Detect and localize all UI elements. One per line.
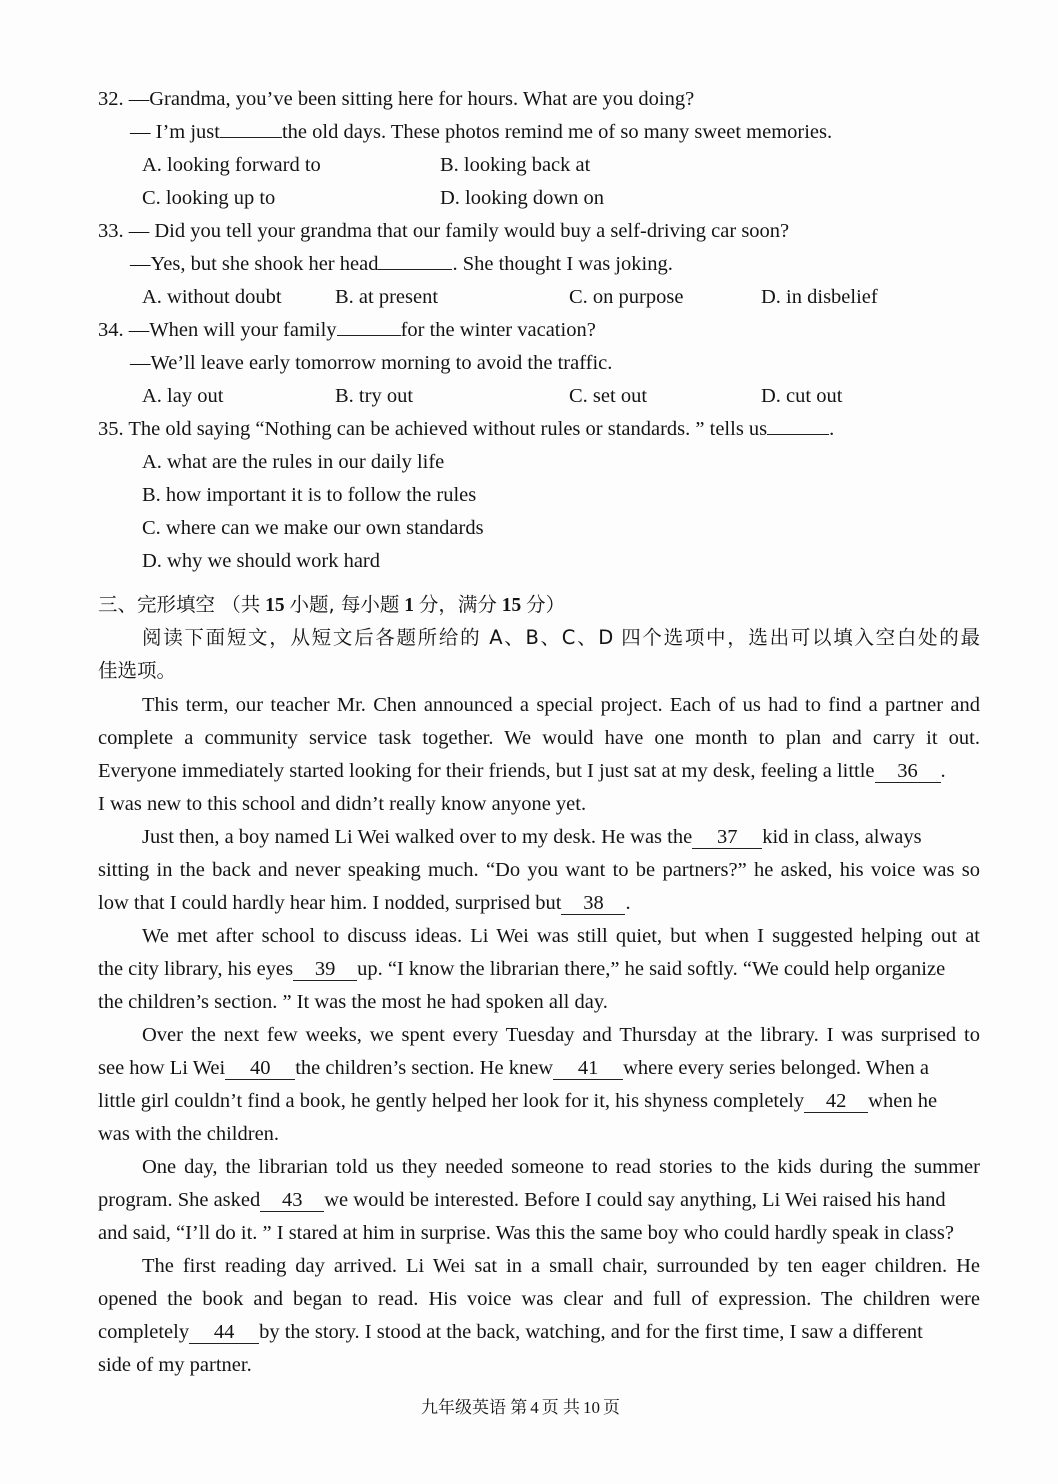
q32-reply — [130, 119, 832, 145]
p3-line3: the children’s section. ” It was the most he had spoken all day. — [98, 991, 608, 1013]
q34-reply: —We’ll leave early tomorrow morning to avoid the traffic. — [130, 352, 613, 374]
p5-line2-text-b: we would be interested. Before I could say anything, Li Wei raised his hand — [324, 1189, 946, 1211]
footer-page-prefix: 第 — [510, 1398, 528, 1418]
q35-number: 35. — [98, 418, 124, 440]
p2-line3-text: low that I could hardly hear him. I nodded, surprised but — [98, 892, 562, 914]
q34-option-c: C. set out — [569, 385, 648, 407]
q34-option-a: A. lay out — [142, 385, 224, 407]
q35-line1-end: . — [829, 418, 835, 440]
q33-line2a: —Yes, but she shook her head — [130, 253, 379, 275]
p4-line2-text-c: where every series belonged. When a — [623, 1057, 929, 1079]
q34-line1a: —When will your family — [128, 319, 337, 341]
blank-37: 37 — [692, 826, 762, 849]
blank-38: 38 — [561, 892, 625, 915]
p6-line2: opened the book and began to read. His voice was clear and full of expression. The children were — [98, 1288, 980, 1310]
section-heading-a: 三、完形填空 （共 — [98, 593, 261, 616]
blank-43: 43 — [260, 1189, 324, 1212]
footer-page-suffix: 页 — [541, 1398, 559, 1418]
page-footer — [421, 1397, 620, 1419]
q35-option-c: C. where can we make our own standards — [142, 517, 484, 539]
p2-line2: sitting in the back and never speaking much. “Do you want to be partners?” he asked, his voice was so — [98, 859, 980, 881]
p1-line3-end: . — [940, 760, 946, 782]
section-question-count: 15 — [265, 595, 285, 616]
q34-stem — [98, 317, 596, 343]
section-heading-d: 分） — [526, 593, 566, 616]
footer-total-pages: 10 — [583, 1398, 600, 1417]
q32-option-b: B. looking back at — [440, 154, 591, 176]
section-instruction-line1: 阅读下面短文，从短文后各题所给的 A、B、C、D 四个选项中，选出可以填入空白处的最 — [142, 626, 980, 649]
p6-line3-text-a: completely — [98, 1321, 190, 1343]
p5-line1: One day, the librarian told us they needed someone to read stories to the kids during the summer — [142, 1156, 980, 1178]
q33-blank — [378, 252, 452, 270]
q34-line1b: for the winter vacation? — [400, 319, 596, 341]
q35-stem — [98, 416, 834, 442]
p3-line2 — [98, 956, 945, 982]
q33-line1: — Did you tell your grandma that our family would buy a self-driving car soon? — [128, 220, 790, 242]
section-total-score: 15 — [501, 595, 522, 616]
p1-line3 — [98, 758, 946, 784]
p4-line4: was with the children. — [98, 1123, 280, 1145]
q32-line1: —Grandma, you’ve been sitting here for hours. What are you doing? — [128, 88, 695, 110]
q32-option-a: A. looking forward to — [142, 154, 321, 176]
p6-line3 — [98, 1319, 923, 1345]
footer-subject: 九年级英语 — [421, 1398, 506, 1418]
q35-line1: The old saying “Nothing can be achieved without rules or standards. ” tells us — [128, 418, 768, 440]
p2-line1-text-a: Just then, a boy named Li Wei walked over to my desk. He was the — [142, 826, 693, 848]
p4-line2-text-a: see how Li Wei — [98, 1057, 226, 1079]
q32-line2a: — I’m just — [130, 121, 220, 143]
p3-line2-text-b: up. “I know the librarian there,” he said softly. “We could help organize — [357, 958, 946, 980]
p4-line2 — [98, 1055, 929, 1081]
p1-line3-text: Everyone immediately started looking for their friends, but I just sat at my desk, feeling a little — [98, 760, 875, 782]
footer-total-prefix: 共 — [563, 1398, 580, 1418]
p2-line1-text-b: kid in class, always — [762, 826, 922, 848]
q33-reply — [130, 251, 673, 277]
footer-total-suffix: 页 — [603, 1398, 620, 1418]
p6-line1: The first reading day arrived. Li Wei sat in a small chair, surrounded by ten eager children. He — [142, 1255, 980, 1277]
q32-option-d: D. looking down on — [440, 187, 604, 209]
footer-page-number: 4 — [530, 1398, 539, 1417]
q33-line2b: . She thought I was joking. — [452, 253, 673, 275]
q32-option-c: C. looking up to — [142, 187, 276, 209]
q34-blank — [337, 318, 401, 336]
q33-option-a: A. without doubt — [142, 286, 282, 308]
section-heading — [98, 592, 565, 619]
p2-line3-end: . — [625, 892, 631, 914]
p2-line3 — [98, 890, 631, 916]
p3-line1: We met after school to discuss ideas. Li Wei was still quiet, but when I suggested helping out at — [142, 925, 980, 947]
q33-number: 33. — [98, 220, 124, 242]
q32-line2b: the old days. These photos remind me of so many sweet memories. — [281, 121, 833, 143]
q33-option-c: C. on purpose — [569, 286, 684, 308]
blank-44: 44 — [189, 1321, 259, 1344]
q33-option-b: B. at present — [335, 286, 439, 308]
q33-option-d: D. in disbelief — [761, 286, 878, 308]
p1-line4: I was new to this school and didn’t really know anyone yet. — [98, 793, 587, 815]
blank-42: 42 — [804, 1090, 868, 1113]
p4-line3-text-b: when he — [868, 1090, 938, 1112]
p6-line4: side of my partner. — [98, 1354, 252, 1376]
section-heading-c: 分，满分 — [418, 593, 497, 616]
q34-number: 34. — [98, 319, 124, 341]
q32-number: 32. — [98, 88, 124, 110]
blank-39: 39 — [293, 958, 357, 981]
q32-stem — [98, 86, 694, 112]
q34-option-b: B. try out — [335, 385, 414, 407]
q35-option-d: D. why we should work hard — [142, 550, 380, 572]
blank-36: 36 — [875, 760, 941, 783]
q35-blank — [767, 417, 829, 435]
p5-line2-text-a: program. She asked — [98, 1189, 261, 1211]
q33-stem — [98, 218, 789, 244]
blank-41: 41 — [553, 1057, 623, 1080]
p4-line3 — [98, 1088, 937, 1114]
blank-40: 40 — [225, 1057, 295, 1080]
p4-line3-text-a: little girl couldn’t find a book, he gently helped her look for it, his shyness completely — [98, 1090, 805, 1112]
section-each-score: 1 — [404, 595, 414, 616]
p5-line3: and said, “I’ll do it. ” I stared at him in surprise. Was this the same boy who could hardly speak in class? — [98, 1222, 954, 1244]
p3-line2-text-a: the city library, his eyes — [98, 958, 294, 980]
p1-line1: This term, our teacher Mr. Chen announced a special project. Each of us had to find a partner and — [142, 694, 980, 716]
q35-option-b: B. how important it is to follow the rules — [142, 484, 477, 506]
p4-line1: Over the next few weeks, we spent every Tuesday and Thursday at the library. I was surprised to — [142, 1024, 980, 1046]
p6-line3-text-b: by the story. I stood at the back, watching, and for the first time, I saw a different — [259, 1321, 923, 1343]
q35-option-a: A. what are the rules in our daily life — [142, 451, 445, 473]
q34-option-d: D. cut out — [761, 385, 843, 407]
p2-line1 — [142, 824, 922, 850]
q32-blank — [220, 120, 282, 138]
p5-line2 — [98, 1187, 946, 1213]
p4-line2-text-b: the children’s section. He knew — [295, 1057, 554, 1079]
section-heading-b: 小题, 每小题 — [289, 593, 400, 616]
p1-line2: complete a community service task together. We would have one month to plan and carry it out. — [98, 727, 980, 749]
section-instruction-line2: 佳选项。 — [98, 659, 177, 682]
